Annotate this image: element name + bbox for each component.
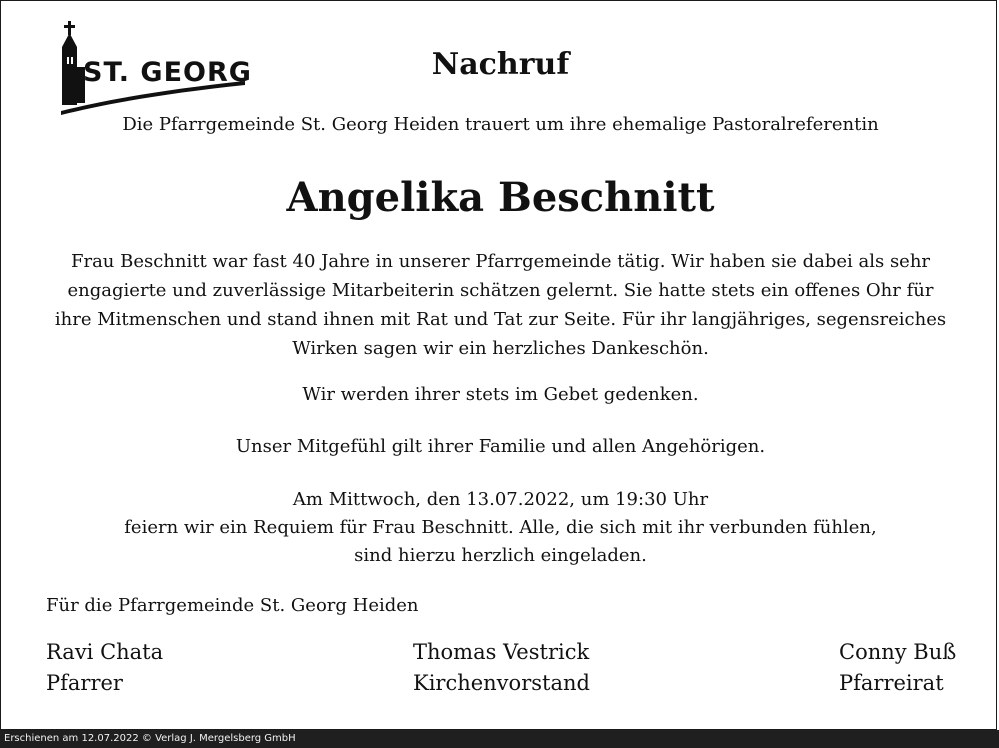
signatory-role: Kirchenvorstand: [413, 671, 590, 695]
prayer-line: Wir werden ihrer stets im Gebet gedenken.: [302, 384, 699, 405]
signatory-1: [46, 637, 163, 699]
requiem-line: Am Mittwoch, den 13.07.2022, um 19:30 Uhr: [292, 489, 709, 510]
requiem-line: sind hierzu herzlich eingeladen.: [354, 545, 647, 566]
tribute-line: ihre Mitmenschen und stand ihnen mit Rat und Tat zur Seite. Für ihr langjähriges, segensreiches: [54, 309, 947, 330]
signatory-name: Conny Buß: [839, 640, 957, 664]
requiem-paragraph: [1, 486, 999, 570]
requiem-line: feiern wir ein Requiem für Frau Beschnitt. Alle, die sich mit ihr verbunden fühlen,: [124, 517, 877, 538]
signatory-role: Pfarreirat: [839, 671, 944, 695]
tribute-line: engagierte und zuverlässige Mitarbeiterin schätzen gelernt. Sie hatte stets ein offenes Ohr für: [67, 280, 934, 301]
signatory-3: [839, 637, 956, 699]
tribute-line: Frau Beschnitt war fast 40 Jahre in unserer Pfarrgemeinde tätig. Wir haben sie dabei als sehr: [70, 251, 931, 272]
tribute-line: Wirken sagen wir ein herzliches Dankeschön.: [292, 338, 709, 359]
signatory-2: [413, 637, 590, 699]
on-behalf-of-line: Für die Pfarrgemeinde St. Georg Heiden: [46, 595, 419, 616]
logo-text: ST. GEORG: [83, 57, 252, 88]
deceased-name: Angelika Beschnitt: [286, 174, 715, 221]
sympathy-line: Unser Mitgefühl gilt ihrer Familie und allen Angehörigen.: [235, 436, 766, 457]
publication-footer: Erschienen am 12.07.2022 © Verlag J. Mergelsberg GmbH: [0, 730, 999, 748]
signatory-name: Ravi Chata: [46, 640, 164, 664]
tribute-paragraph: [41, 247, 960, 363]
signatory-name: Thomas Vestrick: [413, 640, 590, 664]
signatory-role: Pfarrer: [46, 671, 123, 695]
notice-title: Nachruf: [431, 47, 570, 82]
notice-intro: Die Pfarrgemeinde St. Georg Heiden trauert um ihre ehemalige Pastoralreferentin: [122, 114, 879, 135]
